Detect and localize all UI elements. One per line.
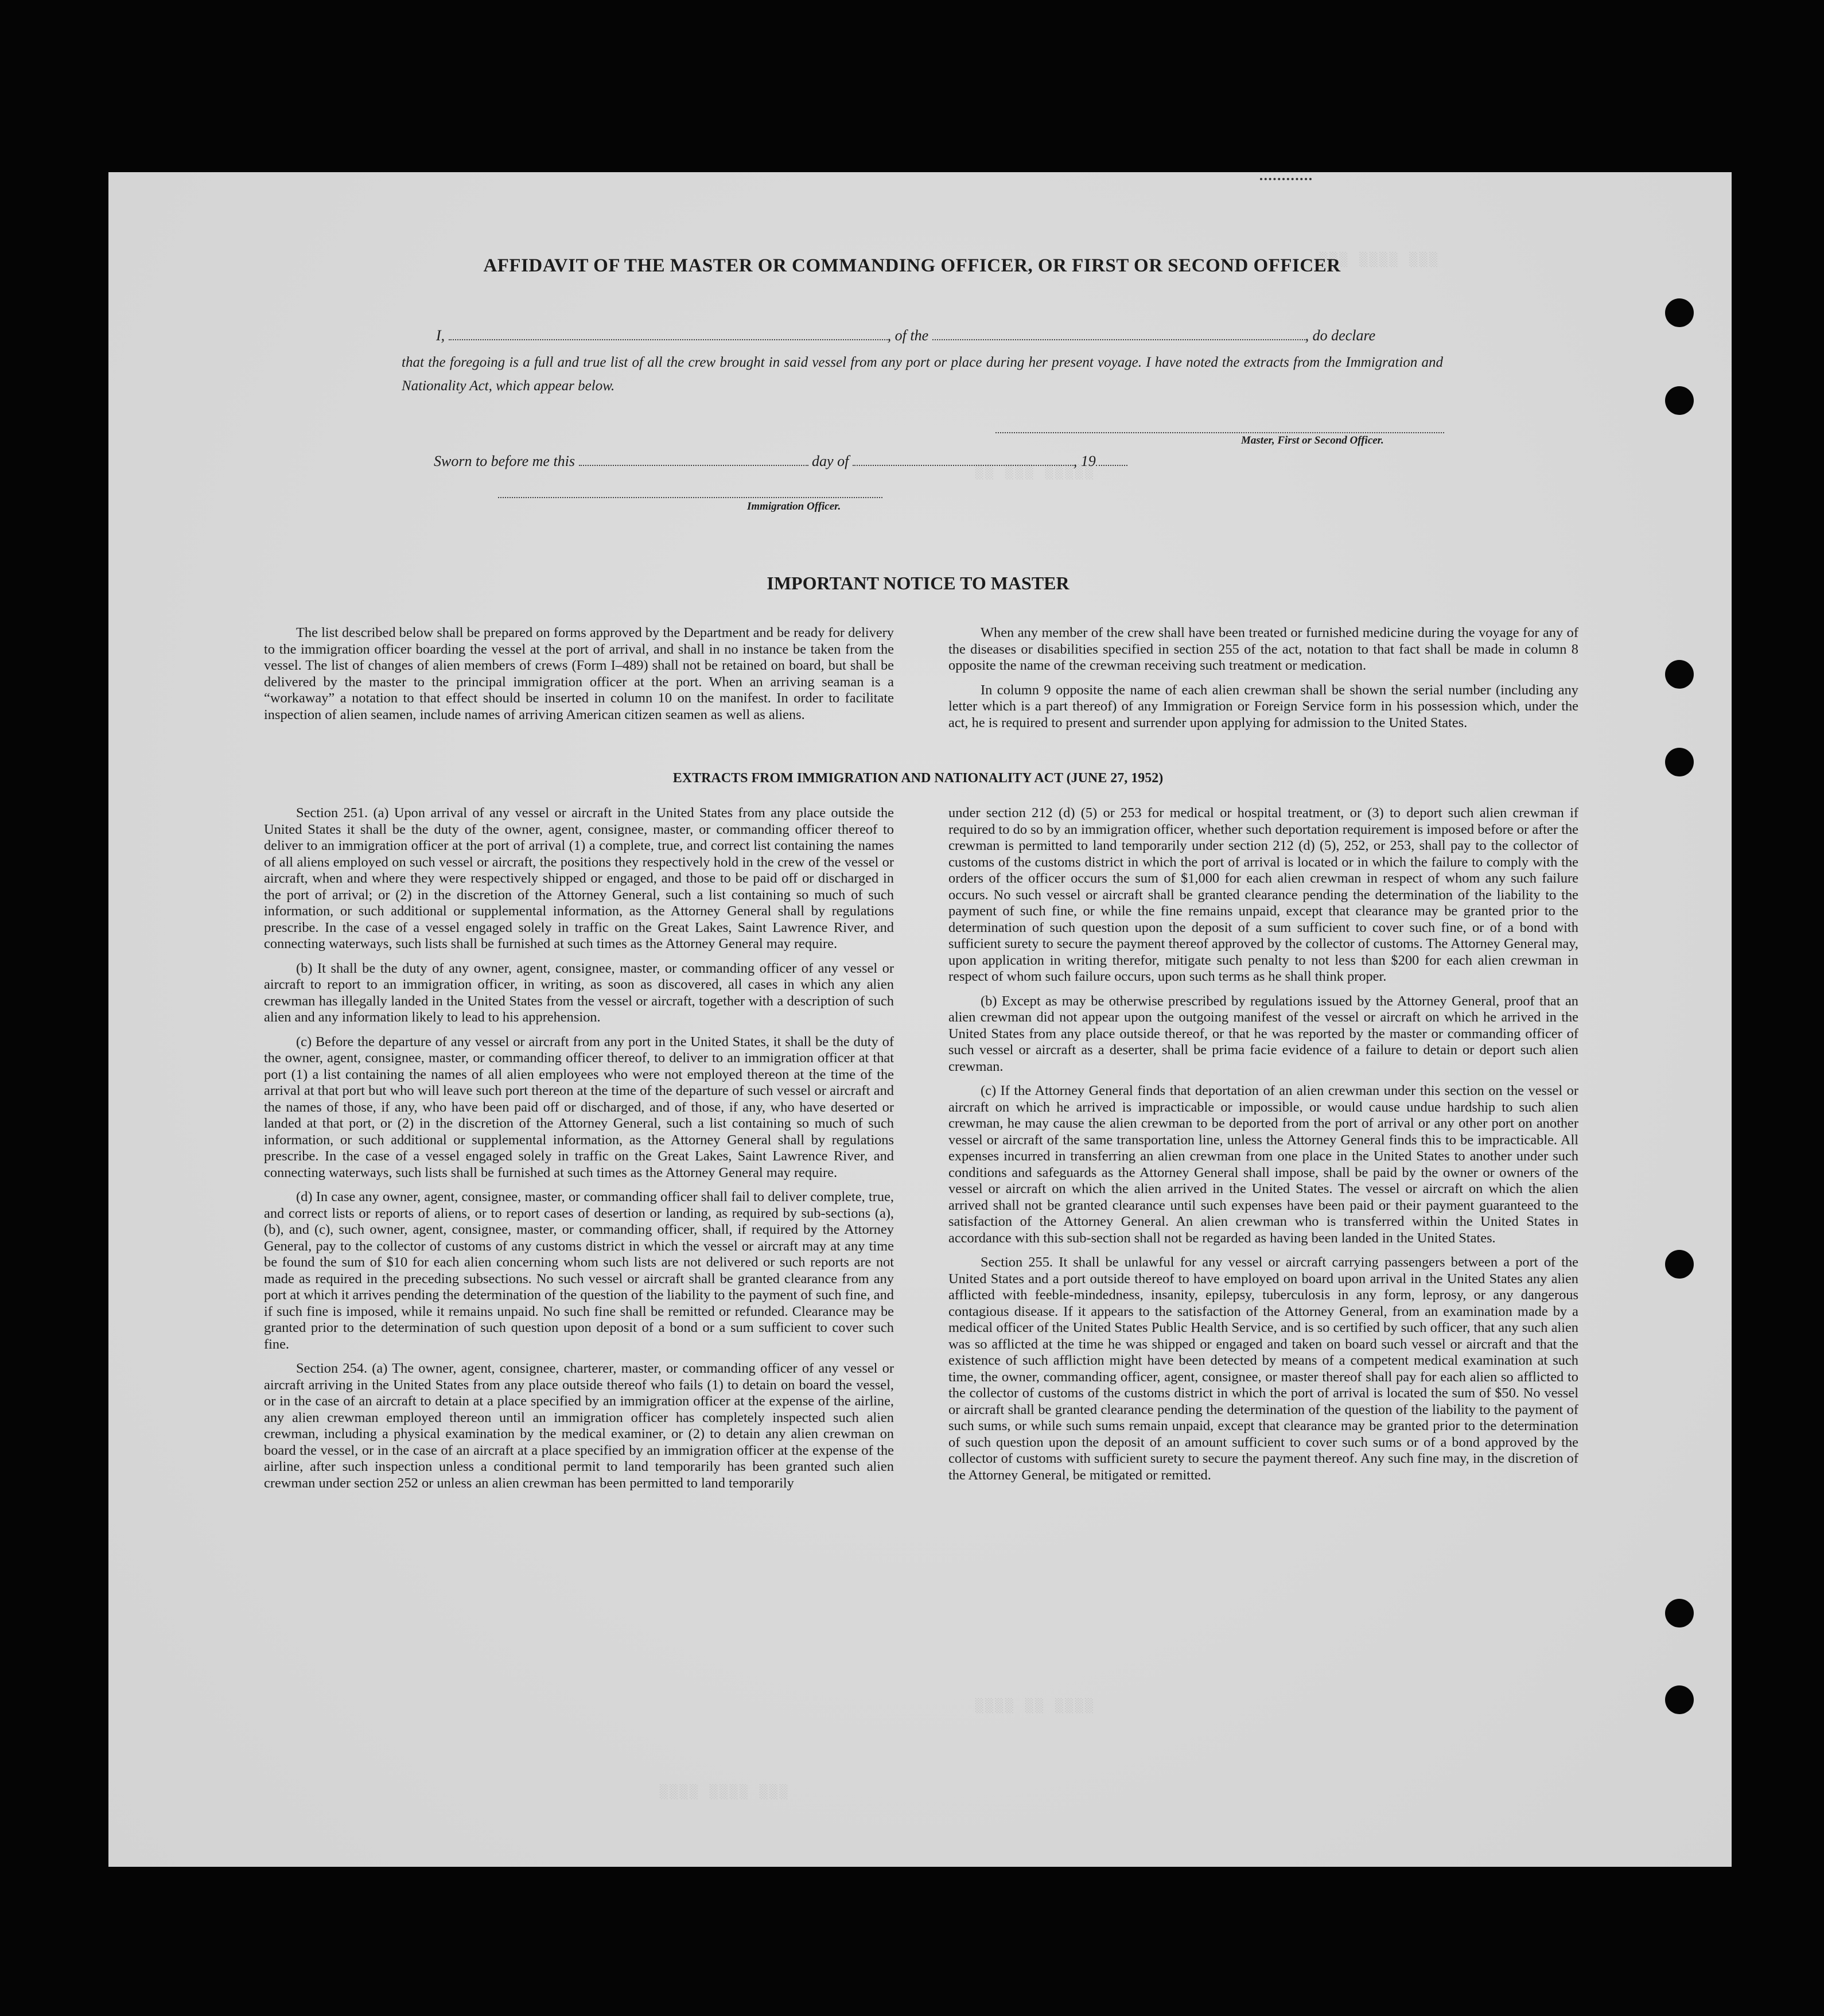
punch-hole xyxy=(1665,748,1694,776)
sworn-month-blank xyxy=(853,453,1074,466)
top-mark xyxy=(1260,178,1312,182)
affidavit-title: AFFIDAVIT OF THE MASTER OR COMMANDING OFFICER, OR FIRST OR SECOND OFFICER xyxy=(483,255,1341,276)
sworn-prefix: Sworn to before me this xyxy=(434,453,575,469)
sworn-date-blank xyxy=(579,453,808,466)
statute-paragraph: (d) In case any owner, agent, consignee, master, or commanding officer shall fail to deliver complete, true, and correct lists or reports of aliens, or to report cases of desertion or landing, as required by sub-sections (a), (b), and (c), such owner, agent, consignee, master, or commanding officer, shall, if required by the Attorney General, pay to the collector of customs of any customs district in which the vessel or aircraft may at any time be found the sum of $10 for each alien concerning whom such lists are not delivered or such reports are not made as required in the preceding subsections. No such vessel or aircraft shall be granted clearance from any port at which it arrives pending the determination of the question of the liability to the payment of such fine, and if such fine is imposed, while it remains unpaid. No such fine shall be remitted or refunded. Clearance may be granted prior to the determination of such question upon deposit of a bond or a sum sufficient to cover such fine. xyxy=(264,1189,894,1352)
do-declare-label: , do declare xyxy=(1305,327,1376,344)
bleed-through-text: ░░░ ░░░░ ░░░ xyxy=(1320,253,1440,268)
extracts-right-column xyxy=(948,805,1578,1483)
statute-paragraph: (b) It shall be the duty of any owner, agent, consignee, master, or commanding officer of any vessel or aircraft to report to an immigration officer, in writing, as soon as discovered, all cases in which any alien crewman has illegally landed in the United States from the vessel or aircraft, together with a description of such alien and any information likely to lead to his apprehension. xyxy=(264,960,894,1025)
sworn-year-blank xyxy=(1096,453,1127,466)
of-the-label: , of the xyxy=(887,327,929,344)
notice-paragraph: When any member of the crew shall have been treated or furnished medicine during the voyage for any of the diseases or disabilities specified in section 255 of the act, notation to that fact shall be made in column 8 opposite the name of the crewman receiving such treatment or medication. xyxy=(948,625,1578,673)
extracts-title: EXTRACTS FROM IMMIGRATION AND NATIONALITY ACT (JUNE 27, 1952) xyxy=(672,771,1164,786)
statute-paragraph: under section 212 (d) (5) or 253 for medical or hospital treatment, or (3) to deport such alien crewman if required to do so by an immigration officer, whether such deportation requirement is imposed before or after the crewman is permitted to land temporarily under section 212 (d) (5), 252, or 253, shall pay to the collector of customs of the customs district in which the port of arrival is located or in which the failure to comply with the orders of the officer occurs the sum of $1,000 for each alien crewman in respect of whom any such failure occurs. No such vessel or aircraft shall be granted clearance pending the determination of the liability to the payment of such fine, or while the fine remains unpaid, except that clearance may be granted prior to the determination of such question upon the deposit of a sum sufficient to cover such fine, or of a bond with sufficient surety to secure the payment thereof approved by the collector of customs. The Attorney General may, upon application in writing therefor, mitigate such penalty to not less than $200 for each alien crewman in respect of whom such failure occurs, upon such terms as he shall think proper. xyxy=(948,805,1578,984)
punch-hole xyxy=(1665,1250,1694,1279)
sworn-line xyxy=(434,453,1127,470)
statute-paragraph: Section 254. (a) The owner, agent, consignee, charterer, master, or commanding officer of any vessel or aircraft arriving in the United States from any place outside thereof who fails (1) to detain on board the vessel, or in the case of an aircraft to detain at a place specified by an immigration officer at the expense of the airline, any alien crewman employed thereon until an immigration officer has completely inspected such alien crewman, including a physical examination by the medical examiner, or (2) to detain any alien crewman on board the vessel, or in the case of an aircraft at a place specified by an immigration officer at the expense of the airline, after such inspection unless a conditional permit to land temporarily has been granted such alien crewman under section 252 or unless an alien crewman has been permitted to land temporarily xyxy=(264,1361,894,1491)
notice-paragraph: The list described below shall be prepared on forms approved by the Department and be ready for delivery to the immigration officer boarding the vessel at the port of arrival, and shall in no instance be taken from the vessel. The list of changes of alien members of crews (Form I–489) shall not be retained on board, but shall be delivered by the master to the principal immigration officer at the port. When an arriving seaman is a “workaway” a notation to that effect should be inserted in column 10 on the manifest. In order to facilitate inspection of alien seamen, include names of arriving American citizen seamen as well as aliens. xyxy=(264,625,894,723)
statute-paragraph: (c) Before the departure of any vessel or aircraft from any port in the United States, it shall be the duty of the owner, agent, consignee, master, or commanding officer thereof, to deliver to an immigration officer at that port (1) a list containing the names of all alien employees who were not employed thereon at the time of the arrival at that port but who will leave such port thereon at the time of the departure of such vessel or aircraft and the names of those, if any, who have been paid off or discharged, and of those, if any, who have deserted or landed at that port, or (2) in the discretion of the Attorney General, such a list containing so much of such information, or such additional or supplemental information, as the Attorney General shall by regulations prescribe. In the case of a vessel engaged solely in traffic on the Great Lakes, Saint Lawrence River, and connecting waterways, such lists shall be furnished at such times as the Attorney General may require. xyxy=(264,1034,894,1180)
punch-hole xyxy=(1665,298,1694,327)
declaration-fill-line xyxy=(436,327,1375,344)
notice-left-column xyxy=(264,625,894,723)
statute-paragraph: Section 255. It shall be unlawful for any vessel or aircraft carrying passengers between a port of the United States and a port outside thereof to have employed on board upon arrival in the United States any alien afflicted with feeble-mindedness, insanity, epilepsy, tuberculosis in any form, leprosy, or any dangerous contagious disease. If it appears to the satisfaction of the Attorney General, from an examination made by a medical officer of the United States Public Health Service, and is so certified by such officer, that any such alien was so afflicted at the time he was shipped or engaged and taken on board such vessel or aircraft and that the existence of such affliction might have been detected by means of a competent medical examination at such time, the owner, commanding officer, agent, consignee, or master thereof shall pay for each alien so afflicted to the collector of customs of the customs district in which the port of arrival is located the sum of $50. No vessel or aircraft shall be granted clearance pending the determination of the question of the liability to the payment of such sums, or while such sums remain unpaid, except that clearance may be granted prior to the determination of such question upon the deposit of an amount sufficient to cover such sums or of a bond approved by the collector of customs with sufficient surety to secure the payment thereof. Any such fine may, in the discretion of the Attorney General, be mitigated or remitted. xyxy=(948,1254,1578,1483)
officer-signature-line xyxy=(498,497,882,498)
notice-paragraph: In column 9 opposite the name of each alien crewman shall be shown the serial number (including any letter which is a part thereof) of any Immigration or Foreign Service form in his possession which, under the act, he is required to present and surrender upon applying for admission to the United States. xyxy=(948,682,1578,731)
vessel-blank xyxy=(932,328,1305,340)
officer-signature-label: Immigration Officer. xyxy=(747,500,841,512)
bleed-through-text: ░░░░ ░░░░ ░░░ xyxy=(660,1785,790,1800)
statute-paragraph: (b) Except as may be otherwise prescribed by regulations issued by the Attorney General, proof that an alien crewman did not appear upon the outgoing manifest of the vessel or aircraft on which he arrived in the United States from any place outside thereof, or that he was reported by the master or commanding officer of such vessel or aircraft as a deserter, shall be prima facie evidence of a failure to detain or deport such alien crewman. xyxy=(948,993,1578,1074)
sworn-year: , 19 xyxy=(1073,453,1096,469)
punch-hole xyxy=(1665,1685,1694,1714)
statute-paragraph: Section 251. (a) Upon arrival of any vessel or aircraft in the United States from any place outside the United States it shall be the duty of the owner, agent, consignee, master, or commanding officer thereof to deliver to an immigration officer at the port of arrival (1) a complete, true, and correct list containing the names of all aliens employed on such vessel or aircraft, the positions they respectively hold in the crew of the vessel or aircraft, when and where they were respectively shipped or engaged, and those to be paid off or discharged in the port of arrival; or (2) in the discretion of the Attorney General, such a list containing so much of such information, or such additional or supplemental information, as the Attorney General shall by regulations prescribe. In the case of a vessel engaged solely in traffic on the Great Lakes, Saint Lawrence River, and connecting waterways, such lists shall be furnished at such times as the Attorney General may require. xyxy=(264,805,894,951)
master-signature-label: Master, First or Second Officer. xyxy=(1241,434,1384,446)
notice-right-column xyxy=(948,625,1578,731)
name-blank xyxy=(449,328,888,340)
master-signature-line xyxy=(995,432,1444,433)
bleed-through-text: ░░░░ ░░ ░░░░ xyxy=(975,1699,1095,1714)
sworn-day-of: day of xyxy=(812,453,849,469)
punch-hole xyxy=(1665,660,1694,689)
statute-paragraph: (c) If the Attorney General finds that deportation of an alien crewman under this section on the vessel or aircraft on which he arrived is impracticable or impossible, or would cause undue hardship to such alien crewman, he may cause the alien crewman to be deported from the port of arrival or any other port on another vessel or aircraft of the same transportation line, unless the Attorney General finds this to be impracticable. All expenses incurred in transferring an alien crewman from one place in the United States to another under such conditions and safeguards as the Attorney General shall impose, shall be paid by the owner or owners of the vessel or aircraft on which the alien arrived in the United States. The vessel or aircraft on which the alien arrived shall not be granted clearance until such expenses have been paid or their payment guaranteed to the satisfaction of the Attorney General. An alien crewman who is transferred within the United States in accordance with this sub-section shall not be regarded as having been landed in the United States. xyxy=(948,1083,1578,1246)
punch-hole xyxy=(1665,386,1694,415)
extracts-left-column xyxy=(264,805,894,1491)
declaration-text: that the foregoing is a full and true list of all the crew brought in said vessel from any port or place during her present voyage. I have noted the extracts from the Immigration and Nationality Act, which appear below. xyxy=(402,355,1443,394)
punch-hole xyxy=(1665,1599,1694,1627)
notice-title: IMPORTANT NOTICE TO MASTER xyxy=(767,573,1069,593)
bleed-through-text: ░░ ░░░ ░░░░░ xyxy=(975,465,1095,480)
declarant-prefix: I, xyxy=(436,327,445,344)
